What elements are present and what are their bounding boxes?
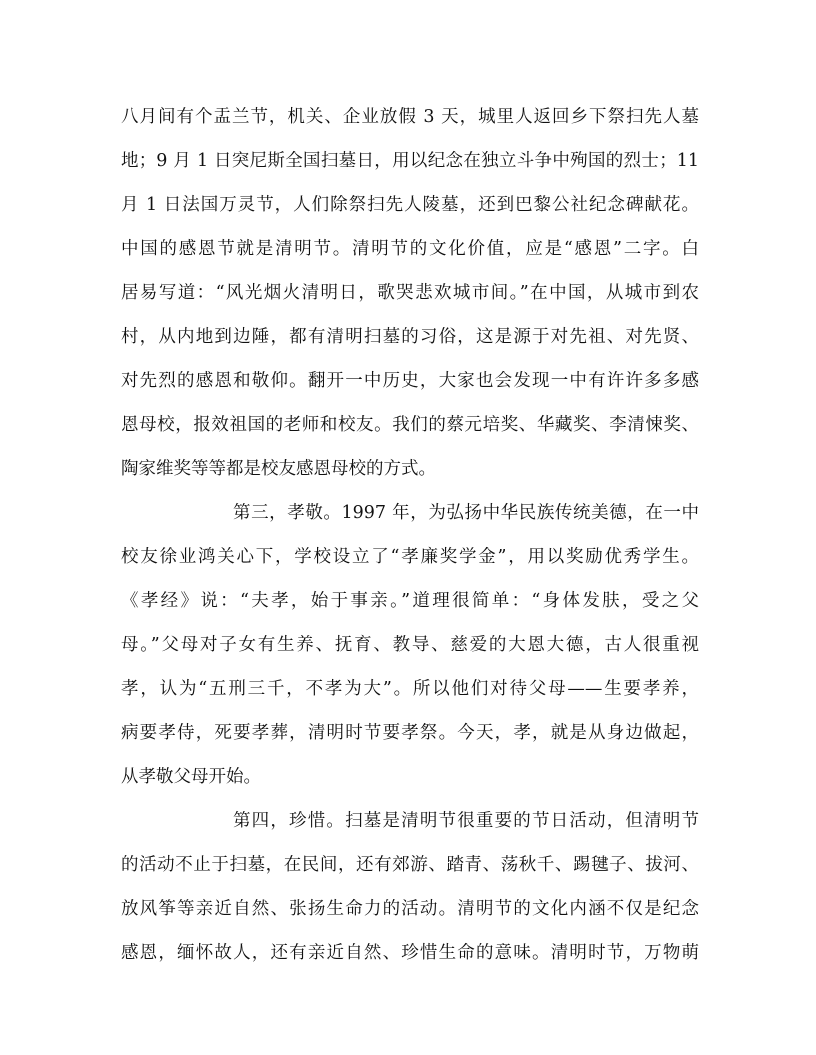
text-line: 中国的感恩节就是清明节。清明节的文化价值，应是“感恩”二字。白	[121, 239, 699, 259]
text-line: 病要孝侍，死要孝葬，清明时节要孝祭。今天，孝，就是从身边做起，	[121, 723, 699, 743]
text-line: 对先烈的感恩和敬仰。翻开一中历史，大家也会发现一中有许许多多感	[121, 371, 699, 391]
text-line: 母。”父母对子女有生养、抚育、教导、慈爱的大恩大德，古人很重视	[121, 635, 699, 655]
text-line: 《孝经》说：“夫孝，始于事亲。”道理很简单：“身体发肤，受之父	[121, 591, 699, 611]
text-line: 陶家维奖等等都是校友感恩母校的方式。	[121, 459, 436, 479]
paragraph-first-line: 第四，珍惜。扫墓是清明节很重要的节日活动，但清明节	[233, 811, 699, 831]
text-line: 孝，认为“五刑三千，不孝为大”。所以他们对待父母——生要孝养，	[121, 679, 699, 699]
text-line: 恩母校，报效祖国的老师和校友。我们的蔡元培奖、华藏奖、李清悚奖、	[121, 415, 699, 435]
text-line: 的活动不止于扫墓，在民间，还有郊游、踏青、荡秋千、踢毽子、拔河、	[121, 855, 699, 875]
text-line: 感恩，缅怀故人，还有亲近自然、珍惜生命的意味。清明时节，万物萌	[121, 943, 699, 963]
text-line: 居易写道：“风光烟火清明日，歌哭悲欢城市间。”在中国，从城市到农	[121, 283, 699, 303]
text-line: 地；9 月 1 日突尼斯全国扫墓日，用以纪念在独立斗争中殉国的烈士；11	[121, 151, 699, 171]
text-line: 村，从内地到边陲，都有清明扫墓的习俗，这是源于对先祖、对先贤、	[121, 327, 699, 347]
text-line: 月 1 日法国万灵节，人们除祭扫先人陵墓，还到巴黎公社纪念碑献花。	[121, 195, 699, 215]
paragraph-first-line: 第三，孝敬。1997 年，为弘扬中华民族传统美德，在一中	[233, 503, 699, 523]
text-line: 放风筝等亲近自然、张扬生命力的活动。清明节的文化内涵不仅是纪念	[121, 899, 699, 919]
text-line: 校友徐业鸿关心下，学校设立了“孝廉奖学金”，用以奖励优秀学生。	[121, 547, 699, 567]
text-line: 从孝敬父母开始。	[121, 767, 261, 787]
text-line: 八月间有个盂兰节，机关、企业放假 3 天，城里人返回乡下祭扫先人墓	[121, 107, 699, 127]
